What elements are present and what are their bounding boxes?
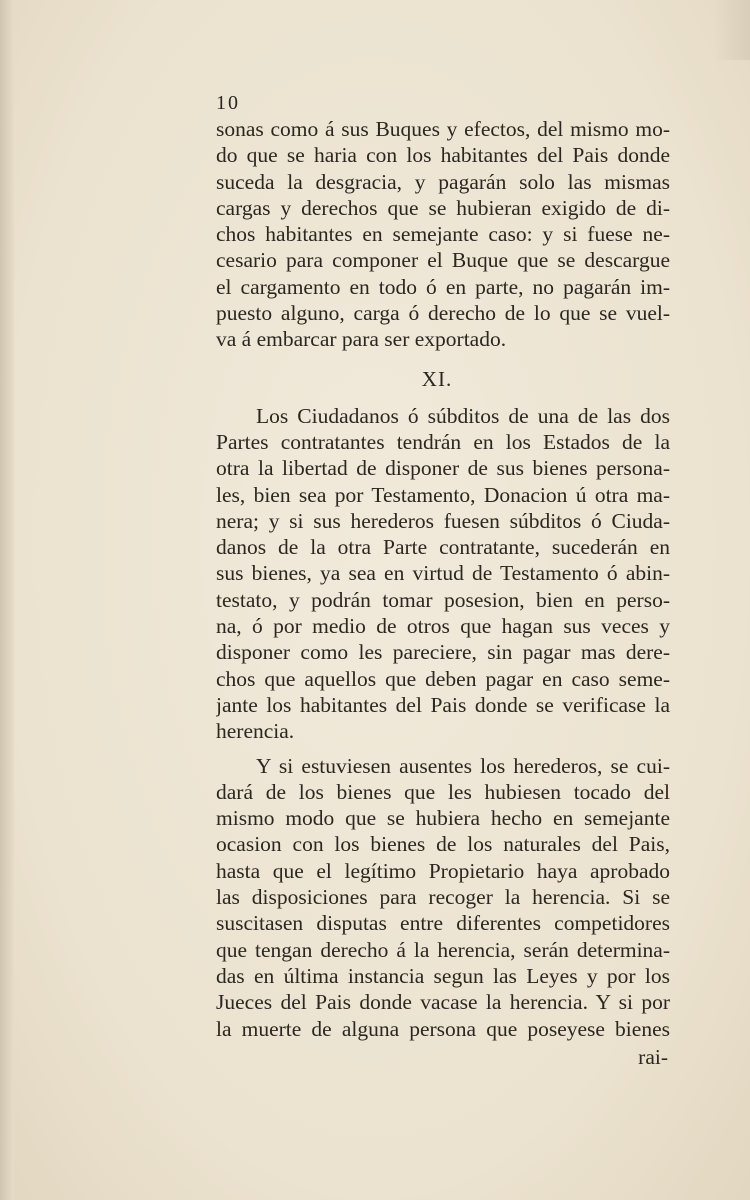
text-line: que tengan derecho á la herencia, serán determina- bbox=[216, 937, 670, 962]
text-line: suscitasen disputas entre diferentes competidores bbox=[216, 911, 670, 936]
text-line: sus bienes, ya sea en virtud de Testamento ó abin- bbox=[216, 561, 670, 586]
text-line: Y si estuviesen ausentes los herederos, se cui- bbox=[256, 753, 670, 778]
text-line: mismo modo que se hubiera hecho en semejante bbox=[216, 806, 670, 831]
text-line: les, bien sea por Testamento, Donacion ú otra ma- bbox=[216, 482, 670, 507]
paragraph-gap bbox=[216, 745, 670, 753]
text-line: hasta que el legítimo Propietario haya aprobado bbox=[216, 858, 670, 883]
text-line: cargas y derechos que se hubieran exigido de di- bbox=[216, 195, 670, 220]
text-line: chos que aquellos que deben pagar en caso seme- bbox=[216, 666, 670, 691]
text-line: chos habitantes en semejante caso: y si fuese ne- bbox=[216, 222, 670, 247]
text-line: na, ó por medio de otros que hagan sus veces y bbox=[216, 614, 670, 639]
text-line: otra la libertad de disponer de sus bienes persona- bbox=[216, 456, 670, 481]
text-line: puesto alguno, carga ó derecho de lo que se vuel- bbox=[216, 301, 670, 326]
text-line: ocasion con los bienes de los naturales del Pais, bbox=[216, 832, 670, 857]
text-line: el cargamento en todo ó en parte, no pagarán im- bbox=[216, 274, 670, 299]
text-line: las disposiciones para recoger la herencia. Si se bbox=[216, 885, 670, 910]
paragraph-heirs bbox=[216, 753, 670, 1042]
text-line: dará de los bienes que les hubiesen tocado del bbox=[216, 779, 670, 804]
page-text-block bbox=[216, 90, 670, 1070]
page-number: 10 bbox=[216, 92, 240, 114]
text-line: suceda la desgracia, y pagarán solo las mismas bbox=[216, 169, 670, 194]
text-line: herencia. bbox=[216, 719, 295, 744]
paragraph-article-xi bbox=[216, 403, 670, 745]
page-binding-edge bbox=[0, 0, 14, 1200]
text-line: disponer como les pareciere, sin pagar mas dere- bbox=[216, 640, 670, 665]
text-line: jante los habitantes del Pais donde se verificase la bbox=[216, 692, 670, 717]
page-corner-shadow bbox=[714, 0, 750, 60]
text-line: das en última instancia segun las Leyes y por los bbox=[216, 963, 670, 988]
section-heading: XI. bbox=[421, 366, 453, 391]
text-line: testato, y podrán tomar posesion, bien en perso- bbox=[216, 587, 670, 612]
text-line: Jueces del Pais donde vacase la herencia. Y si por bbox=[216, 990, 670, 1015]
text-line: la muerte de alguna persona que poseyese bienes bbox=[216, 1016, 670, 1041]
text-line: nera; y si sus herederos fuesen súbditos ó Ciuda- bbox=[216, 508, 670, 533]
paragraph-continuation bbox=[216, 116, 670, 353]
text-line: va á embarcar para ser exportado. bbox=[216, 327, 507, 352]
text-line: do que se haria con los habitantes del Pais donde bbox=[216, 143, 670, 168]
text-line: danos de la otra Parte contratante, sucederán en bbox=[216, 535, 670, 560]
catchword: rai- bbox=[638, 1044, 668, 1069]
text-line: Los Ciudadanos ó súbditos de una de las dos bbox=[256, 403, 670, 428]
text-line: cesario para componer el Buque que se descargue bbox=[216, 248, 670, 273]
text-line: Partes contratantes tendrán en los Estados de la bbox=[216, 429, 670, 454]
text-line: sonas como á sus Buques y efectos, del mismo mo- bbox=[216, 117, 670, 141]
